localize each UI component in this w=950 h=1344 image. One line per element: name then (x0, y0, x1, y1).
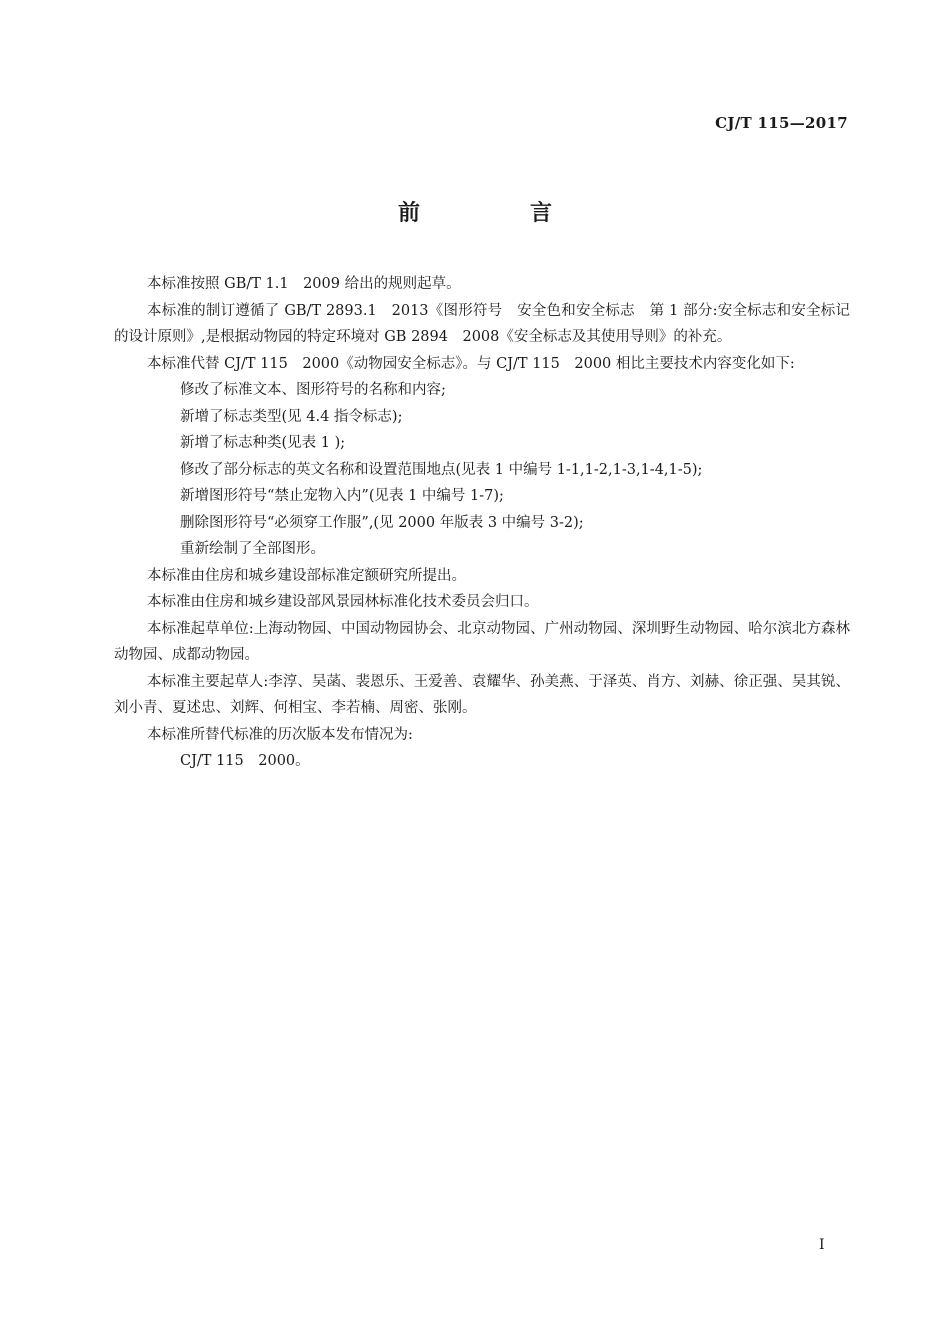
foreword-body (114, 271, 850, 775)
change-item: 修改了标准文本、图形符号的名称和内容; (180, 382, 446, 398)
paragraph-replacement: 本标准代替 CJ/T 115 2000《动物园安全标志》。与 CJ/T 115 2000 相比主要技术内容变化如下: (147, 355, 795, 372)
change-item: 修改了部分标志的英文名称和设置范围地点(见表 1 中编号 1-1,1-2,1-3,1-4,1-5); (180, 461, 703, 478)
paragraph-drafting-units: 本标准起草单位:上海动物园、中国动物园协会、北京动物园、广州动物园、深圳野生动物园、哈尔滨北方森林动物园、成都动物园。 (114, 620, 850, 663)
page-title: 前 言 (397, 201, 596, 226)
change-item: 新增了标志类型(见 4.4 指令标志); (180, 408, 403, 425)
page-number: I (819, 1237, 825, 1253)
change-item: 新增图形符号“禁止宠物入内”(见表 1 中编号 1-7); (180, 488, 504, 504)
change-item: 新增了标志种类(见表 1 ); (180, 435, 346, 451)
paragraph-drafting-rules: 本标准按照 GB/T 1.1 2009 给出的规则起草。 (147, 276, 461, 292)
paragraph-basis: 本标准的制订遵循了 GB/T 2893.1 2013《图形符号 安全色和安全标志 第 1 部分:安全标志和安全标记的设计原则》,是根据动物园的特定环境对 GB 2894 2008《安全标志及其使用导则》的补充。 (114, 302, 850, 345)
history-item: CJ/T 115 2000。 (180, 753, 310, 769)
standard-code: CJ/T 115—2017 (715, 114, 848, 132)
paragraph-centralized: 本标准由住房和城乡建设部风景园林标准化技术委员会归口。 (147, 594, 539, 610)
paragraph-proposer: 本标准由住房和城乡建设部标准定额研究所提出。 (147, 567, 466, 584)
paragraph-drafters: 本标准主要起草人:李淳、吴菡、裴恩乐、王爱善、袁耀华、孙美燕、于泽英、肖方、刘赫、徐正强、吴其锐、刘小青、夏述忠、刘辉、何相宝、李若楠、周密、张刚。 (114, 673, 850, 716)
paragraph-history: 本标准所替代标准的历次版本发布情况为: (147, 726, 413, 743)
change-item: 重新绘制了全部图形。 (180, 541, 325, 557)
change-item: 删除图形符号“必须穿工作服”,(见 2000 年版表 3 中编号 3-2); (180, 514, 584, 531)
